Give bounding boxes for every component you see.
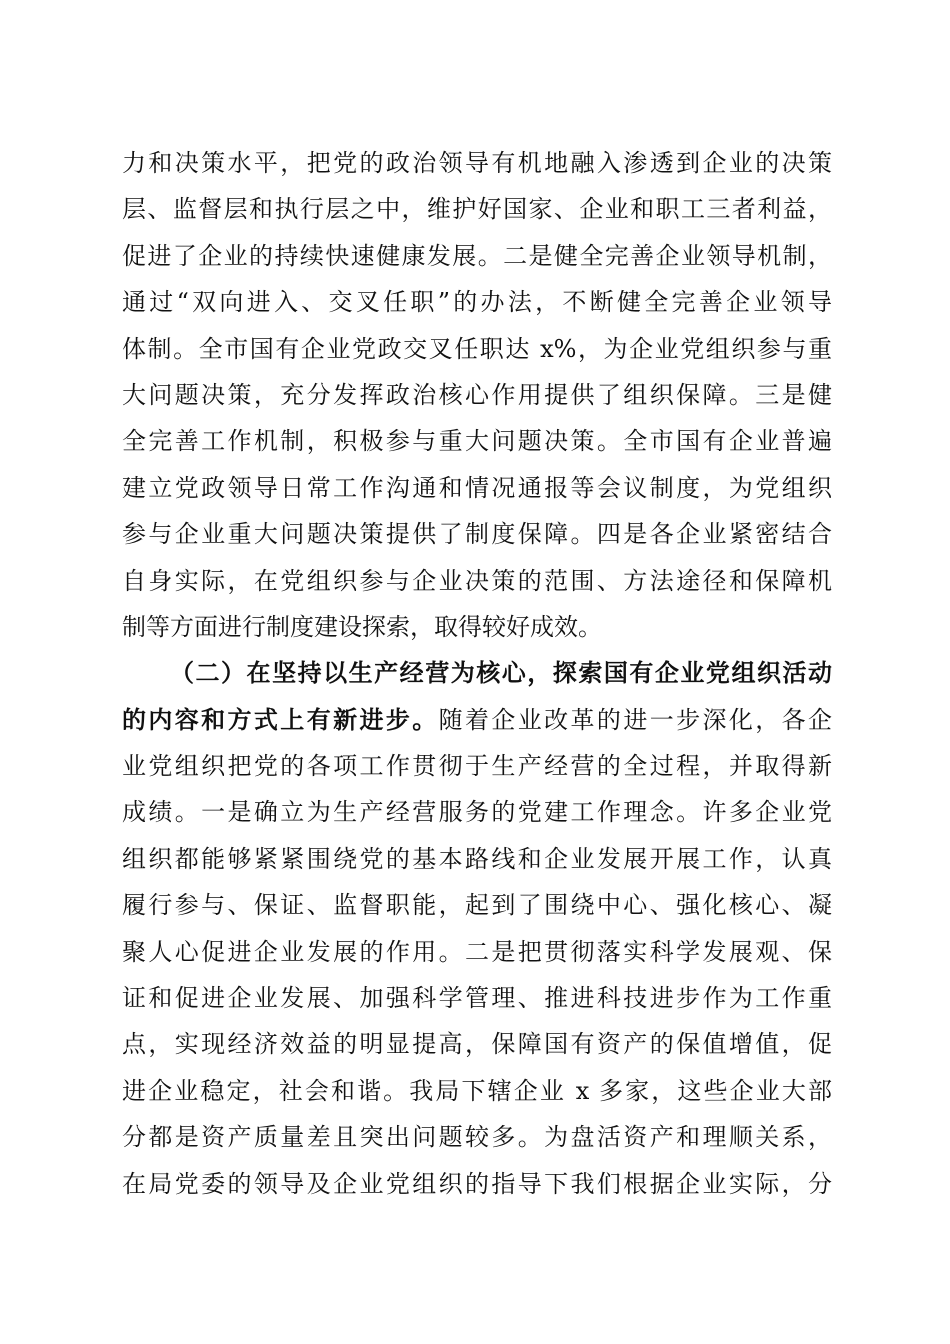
text-line: 成绩。一是确立为生产经营服务的党建工作理念。许多企业党 xyxy=(122,798,832,827)
text-line: 自身实际，在党组织参与企业决策的范围、方法途径和保障机 xyxy=(122,566,832,595)
text-line: 参与企业重大问题决策提供了制度保障。四是各企业紧密结合 xyxy=(122,520,832,549)
text-line: 点，实现经济效益的明显提高，保障国有资产的保值增值，促 xyxy=(122,1030,832,1059)
text-line: 建立党政领导日常工作沟通和情况通报等会议制度，为党组织 xyxy=(122,473,832,502)
text-line: 促进了企业的持续快速健康发展。二是健全完善企业领导机制， xyxy=(122,241,832,270)
text-line: 层、监督层和执行层之中，维护好国家、企业和职工三者利益， xyxy=(122,195,832,224)
text-line xyxy=(122,697,832,743)
text-line: 业党组织把党的各项工作贯彻于生产经营的全过程，并取得新 xyxy=(122,752,832,781)
text-line: 制等方面进行制度建设探索，取得较好成效。 xyxy=(122,612,602,641)
text-line: 全完善工作机制，积极参与重大问题决策。全市国有企业普遍 xyxy=(122,427,832,456)
text-line: 履行参与、保证、监督职能，起到了围绕中心、强化核心、凝 xyxy=(122,891,832,920)
text-line: 聚人心促进企业发展的作用。二是把贯彻落实科学发展观、保 xyxy=(122,937,832,966)
text-line: 体制。全市国有企业党政交叉任职达 x%，为企业党组织参与重 xyxy=(122,334,832,363)
text-line: 组织都能够紧紧围绕党的基本路线和企业发展开展工作，认真 xyxy=(122,844,832,873)
text-line: 大问题决策，充分发挥政治核心作用提供了组织保障。三是健 xyxy=(122,380,832,409)
paragraph-2 xyxy=(122,650,832,1207)
section-heading: （二）在坚持以生产经营为核心，探索国有企业党组织活动 xyxy=(170,658,832,688)
text-line: 通过“双向进入、交叉任职”的办法，不断健全完善企业领导 xyxy=(122,288,832,317)
text-line: 证和促进企业发展、加强科学管理、推进科技进步作为工作重 xyxy=(122,984,832,1013)
section-heading-continuation: 的内容和方式上有新进步。 xyxy=(122,704,439,734)
text-line: 力和决策水平，把党的政治领导有机地融入渗透到企业的决策 xyxy=(122,149,832,177)
text-line: 分都是资产质量差且突出问题较多。为盘活资产和理顺关系， xyxy=(122,1123,832,1152)
text-span: 随着企业改革的进一步深化，各企 xyxy=(438,705,833,734)
body-text xyxy=(122,140,832,1207)
text-line: 进企业稳定，社会和谐。我局下辖企业 x 多家，这些企业大部 xyxy=(122,1076,832,1105)
text-line: 在局党委的领导及企业党组织的指导下我们根据企业实际，分 xyxy=(122,1169,832,1198)
paragraph-1 xyxy=(122,140,832,650)
